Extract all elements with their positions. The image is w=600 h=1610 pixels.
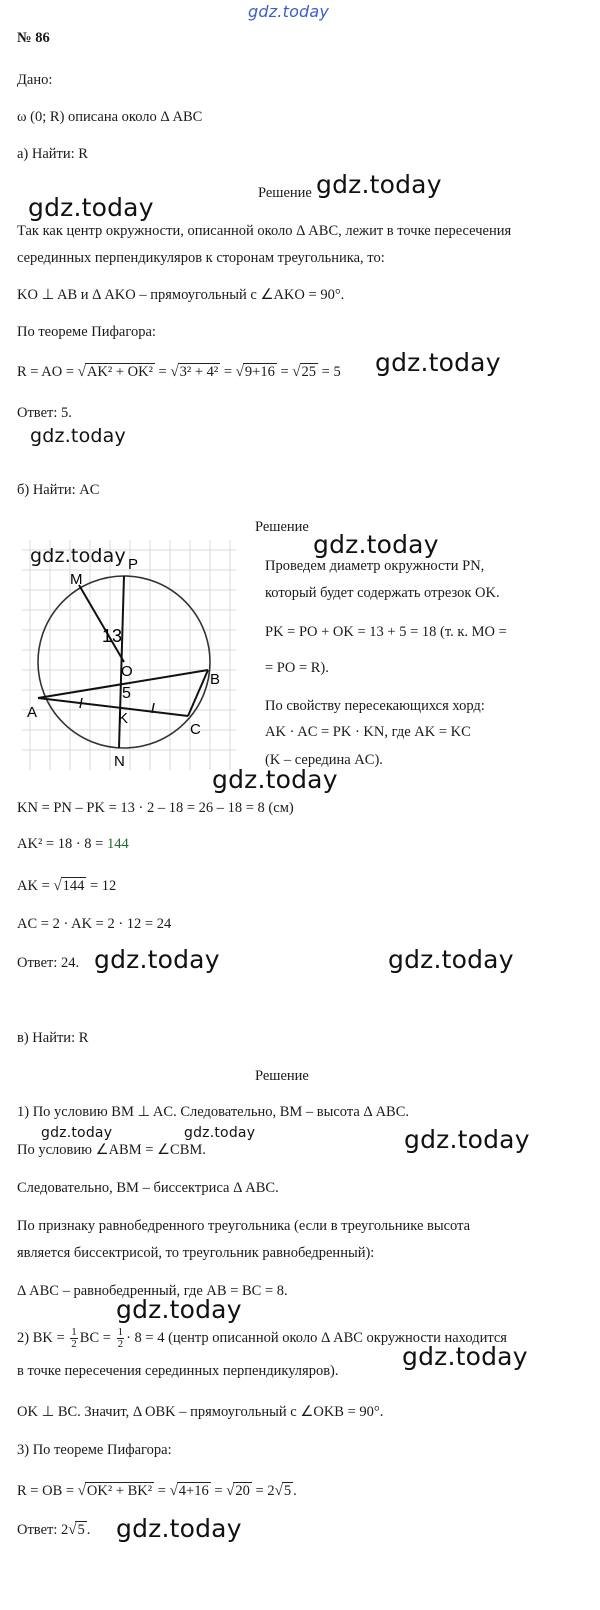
radicand: 25 [301, 364, 316, 380]
radicand: 144 [62, 878, 85, 894]
part-b-line5: По свойству пересекающихся хорд: [265, 698, 485, 714]
result-coef: = 2 [251, 1483, 275, 1499]
chord-ac [38, 698, 188, 716]
figure-grid [22, 540, 236, 770]
problem-number: № 86 [17, 30, 50, 46]
radicand: OK² + BK² [86, 1483, 153, 1499]
ak-left: AK = [17, 878, 54, 894]
formula-result: 5 [333, 364, 341, 380]
bk-right: · 8 = 4 (центр описанной около Δ ABC окружности находится [126, 1329, 507, 1346]
watermark: gdz.today [404, 1125, 530, 1154]
part-c-line4: По признаку равнобедренного треугольника (если в треугольнике высота [17, 1218, 471, 1234]
label-p: P [128, 556, 139, 573]
part-c-answer: Ответ: 2√5 . [17, 1522, 91, 1538]
part-a-line4: По теореме Пифагора: [17, 324, 156, 340]
watermark: gdz.today [30, 545, 126, 567]
watermark-top: gdz.today [248, 2, 330, 21]
watermark: gdz.today [30, 425, 126, 447]
part-a-find: а) Найти: R [17, 146, 88, 162]
watermark: gdz.today [116, 1295, 242, 1324]
part-c-line3: Следовательно, BM – биссектриса Δ ABC. [17, 1180, 279, 1196]
part-c-line5: является биссектрисой, то треугольник равнобедренный): [17, 1245, 375, 1261]
radicand: AK² + OK² [86, 364, 153, 380]
label-c: C [190, 721, 201, 738]
part-b-line7: (K – середина AC). [265, 752, 383, 768]
part-c-line6: Δ ABC – равнобедренный, где AB = BC = 8. [17, 1283, 288, 1299]
watermark: gdz.today [375, 348, 501, 377]
bc-text: BC = [79, 1329, 115, 1346]
part-b-find: б) Найти: AC [17, 482, 100, 498]
radicand: 3² + 4² [179, 364, 219, 380]
part-b-line3: PK = PO + OK = 13 + 5 = 18 (т. к. MO = [265, 624, 507, 640]
watermark: gdz.today [28, 193, 154, 222]
answer-left: Ответ: 2 [17, 1522, 69, 1538]
part-c-line10: 3) По теореме Пифагора: [17, 1442, 172, 1458]
fraction-half: $\frac{1}{2}$ [71, 1326, 77, 1350]
given-label: Дано: [17, 72, 53, 88]
radicand: 4+16 [178, 1483, 209, 1499]
label-a: A [27, 704, 38, 721]
answer-right: . [86, 1522, 91, 1538]
part-c-line8: в точке пересечения серединных перпендикуляров). [17, 1363, 339, 1379]
part-b-solution-heading: Решение [255, 519, 309, 535]
part-b-line11: AC = 2 · AK = 2 · 12 = 24 [17, 916, 172, 932]
part-b-line1: Проведем диаметр окружности PN, [265, 558, 485, 574]
label-13: 13 [102, 626, 123, 646]
ak-squared-value: 144 [106, 836, 129, 852]
part-a-line3: KO ⊥ AB и Δ AKO – прямоугольный с ∠AKO = 90°. [17, 287, 345, 303]
part-a-formula: R = AO = √AK² + OK² = √3² + 4² = √9+16 = √25 = 5 [17, 364, 341, 380]
label-n: N [114, 753, 125, 770]
given-text: ω (0; R) описана около Δ ABC [17, 109, 203, 125]
part-b-line4: = PO = R). [265, 660, 329, 676]
watermark: gdz.today [116, 1514, 242, 1543]
part-b-line6: AK · AC = PK · KN, где AK = KC [265, 724, 471, 740]
watermark: gdz.today [94, 945, 220, 974]
formula-left: R = AO = [17, 364, 78, 380]
label-5: 5 [122, 685, 131, 702]
part-c-find: в) Найти: R [17, 1030, 89, 1046]
part-b-line10: AK = √144 = 12 [17, 878, 117, 894]
label-m: M [70, 571, 83, 588]
fraction-half: $\frac{1}{2}$ [117, 1326, 124, 1350]
label-o: O [121, 663, 133, 680]
part-a-line2: серединных перпендикуляров к сторонам треугольника, то: [17, 250, 385, 266]
watermark: gdz.today [41, 1125, 113, 1141]
tick-mark [80, 698, 82, 708]
part-c-solution-heading: Решение [255, 1068, 309, 1084]
ak-right: = 12 [86, 878, 117, 894]
part-c-formula: R = OB = √OK² + BK² = √4+16 = √20 = 2√5 . [17, 1483, 297, 1499]
bk-left: 2) BK = [17, 1329, 69, 1346]
watermark: gdz.today [388, 945, 514, 974]
part-b-line8: KN = PN – PK = 13 · 2 – 18 = 26 – 18 = 8 (см) [17, 800, 294, 816]
part-c-line9: OK ⊥ BC. Значит, Δ OBK – прямоугольный с ∠OKB = 90°. [17, 1404, 384, 1420]
label-k: K [118, 710, 129, 727]
watermark: gdz.today [184, 1125, 256, 1141]
watermark: gdz.today [316, 170, 442, 199]
part-a-line1: Так как центр окружности, описанной около Δ ABC, лежит в точке пересечения [17, 223, 512, 239]
radicand: 20 [235, 1483, 250, 1499]
part-b-line2: который будет содержать отрезок OK. [265, 585, 500, 601]
label-b: B [210, 671, 221, 688]
radicand: 9+16 [244, 364, 275, 380]
part-c-line2: По условию ∠ABM = ∠CBM. [17, 1142, 206, 1158]
circle-figure [22, 540, 236, 770]
part-c-line1: 1) По условию BM ⊥ AC. Следовательно, BM – высота Δ ABC. [17, 1104, 410, 1120]
watermark: gdz.today [402, 1342, 528, 1371]
part-a-answer: Ответ: 5. [17, 405, 72, 421]
radicand: 5 [77, 1522, 85, 1538]
part-b-line9 [17, 836, 129, 853]
ak-squared: AK² = 18 · 8 = [17, 836, 107, 852]
watermark: gdz.today [212, 765, 338, 794]
watermark: gdz.today [313, 530, 439, 559]
part-a-solution-heading: Решение [258, 185, 312, 201]
part-b-answer: Ответ: 24. [17, 955, 80, 971]
formula-left: R = OB = [17, 1483, 78, 1499]
radicand: 5 [283, 1483, 292, 1499]
